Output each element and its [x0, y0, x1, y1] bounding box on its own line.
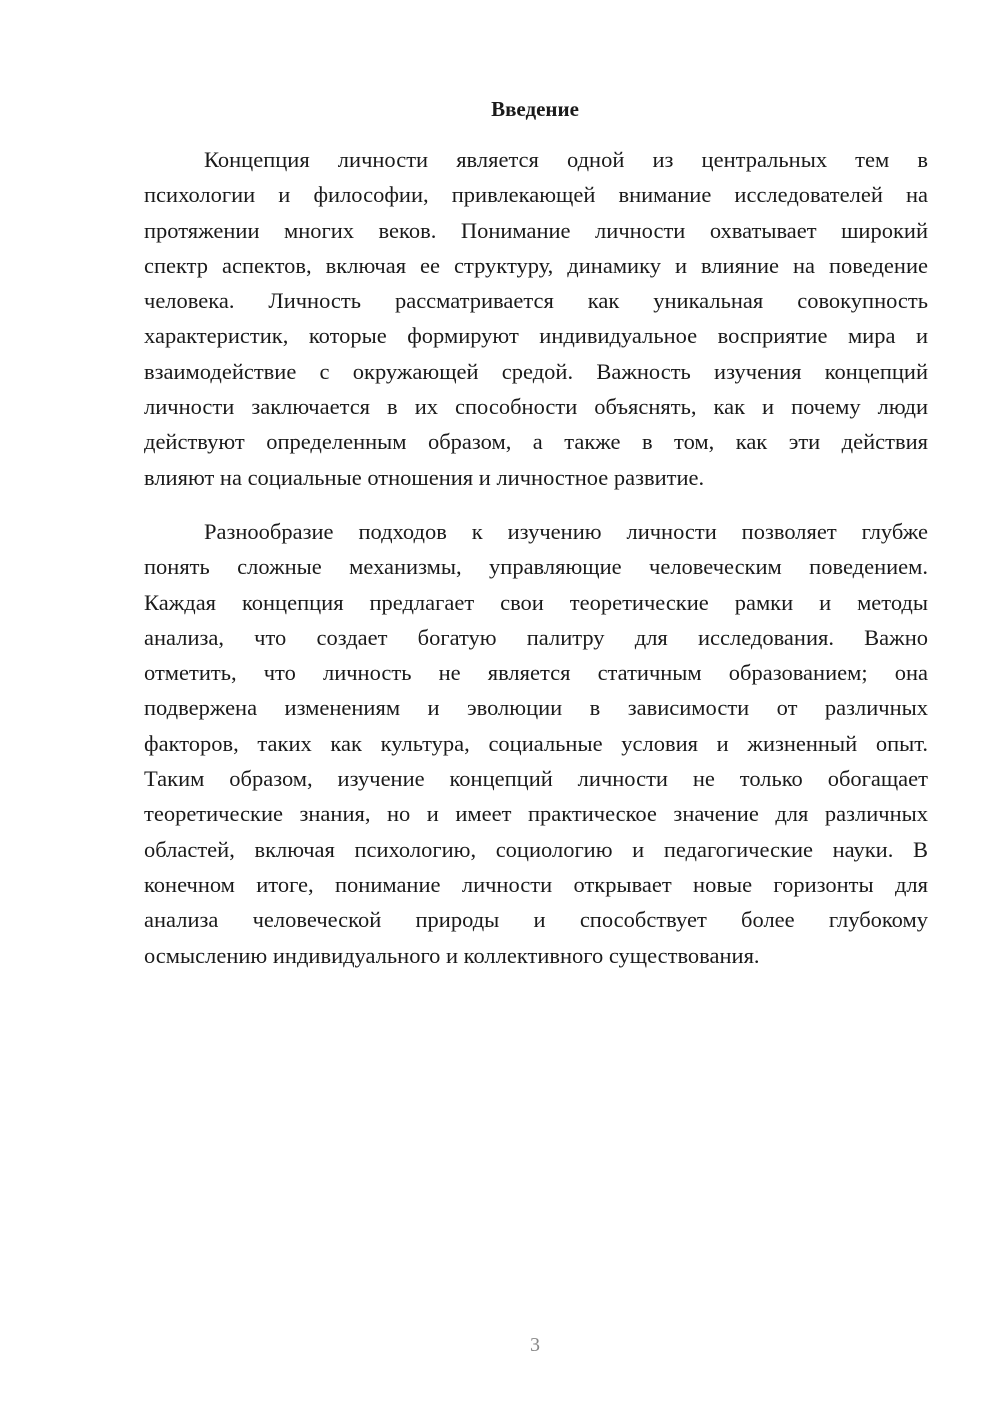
- text-line: взаимодействие с окружающей средой. Важность изучения концепций: [144, 358, 928, 384]
- text-line: Каждая концепция предлагает свои теоретические рамки и методы: [144, 589, 928, 615]
- text-line: Концепция личности является одной из центральных тем в: [204, 147, 928, 172]
- text-line: Разнообразие подходов к изучению личности позволяет глубже: [204, 519, 928, 544]
- text-line: конечном итоге, понимание личности открывает новые горизонты для: [144, 871, 928, 897]
- text-line: действуют определенным образом, а также в том, как эти действия: [144, 429, 928, 455]
- text-line: человека. Личность рассматривается как уникальная совокупность: [144, 288, 928, 314]
- paragraph-1: [144, 142, 928, 495]
- text-line: характеристик, которые формируют индивидуальное восприятие мира и: [144, 323, 928, 349]
- text-line: подвержена изменениям и эволюции в зависимости от различных: [144, 695, 928, 721]
- text-line: спектр аспектов, включая ее структуру, динамику и влияние на поведение: [144, 252, 928, 278]
- text-line: осмыслению индивидуального и коллективного существования.: [144, 942, 760, 968]
- page-number: 3: [530, 1334, 540, 1356]
- text-line: психологии и философии, привлекающей внимание исследователей на: [144, 182, 928, 208]
- text-line: анализа человеческой природы и способствует более глубокому: [144, 907, 928, 933]
- text-line: отметить, что личность не является статичным образованием; она: [144, 660, 928, 686]
- section-title: Введение: [491, 97, 579, 121]
- text-line: личности заключается в их способности объяснять, как и почему люди: [144, 394, 928, 420]
- text-line: теоретические знания, но и имеет практическое значение для различных: [144, 801, 928, 827]
- text-line: понять сложные механизмы, управляющие человеческим поведением.: [144, 554, 928, 580]
- text-line: областей, включая психологию, социологию и педагогические науки. В: [144, 836, 928, 862]
- text-line: влияют на социальные отношения и личностное развитие.: [144, 464, 705, 490]
- text-line: протяжении многих веков. Понимание личности охватывает широкий: [144, 217, 928, 243]
- text-line: Таким образом, изучение концепций личности не только обогащает: [144, 766, 928, 792]
- paragraph-2: [144, 514, 928, 973]
- text-line: анализа, что создает богатую палитру для исследования. Важно: [144, 624, 928, 650]
- text-line: факторов, таких как культура, социальные условия и жизненный опыт.: [144, 730, 928, 756]
